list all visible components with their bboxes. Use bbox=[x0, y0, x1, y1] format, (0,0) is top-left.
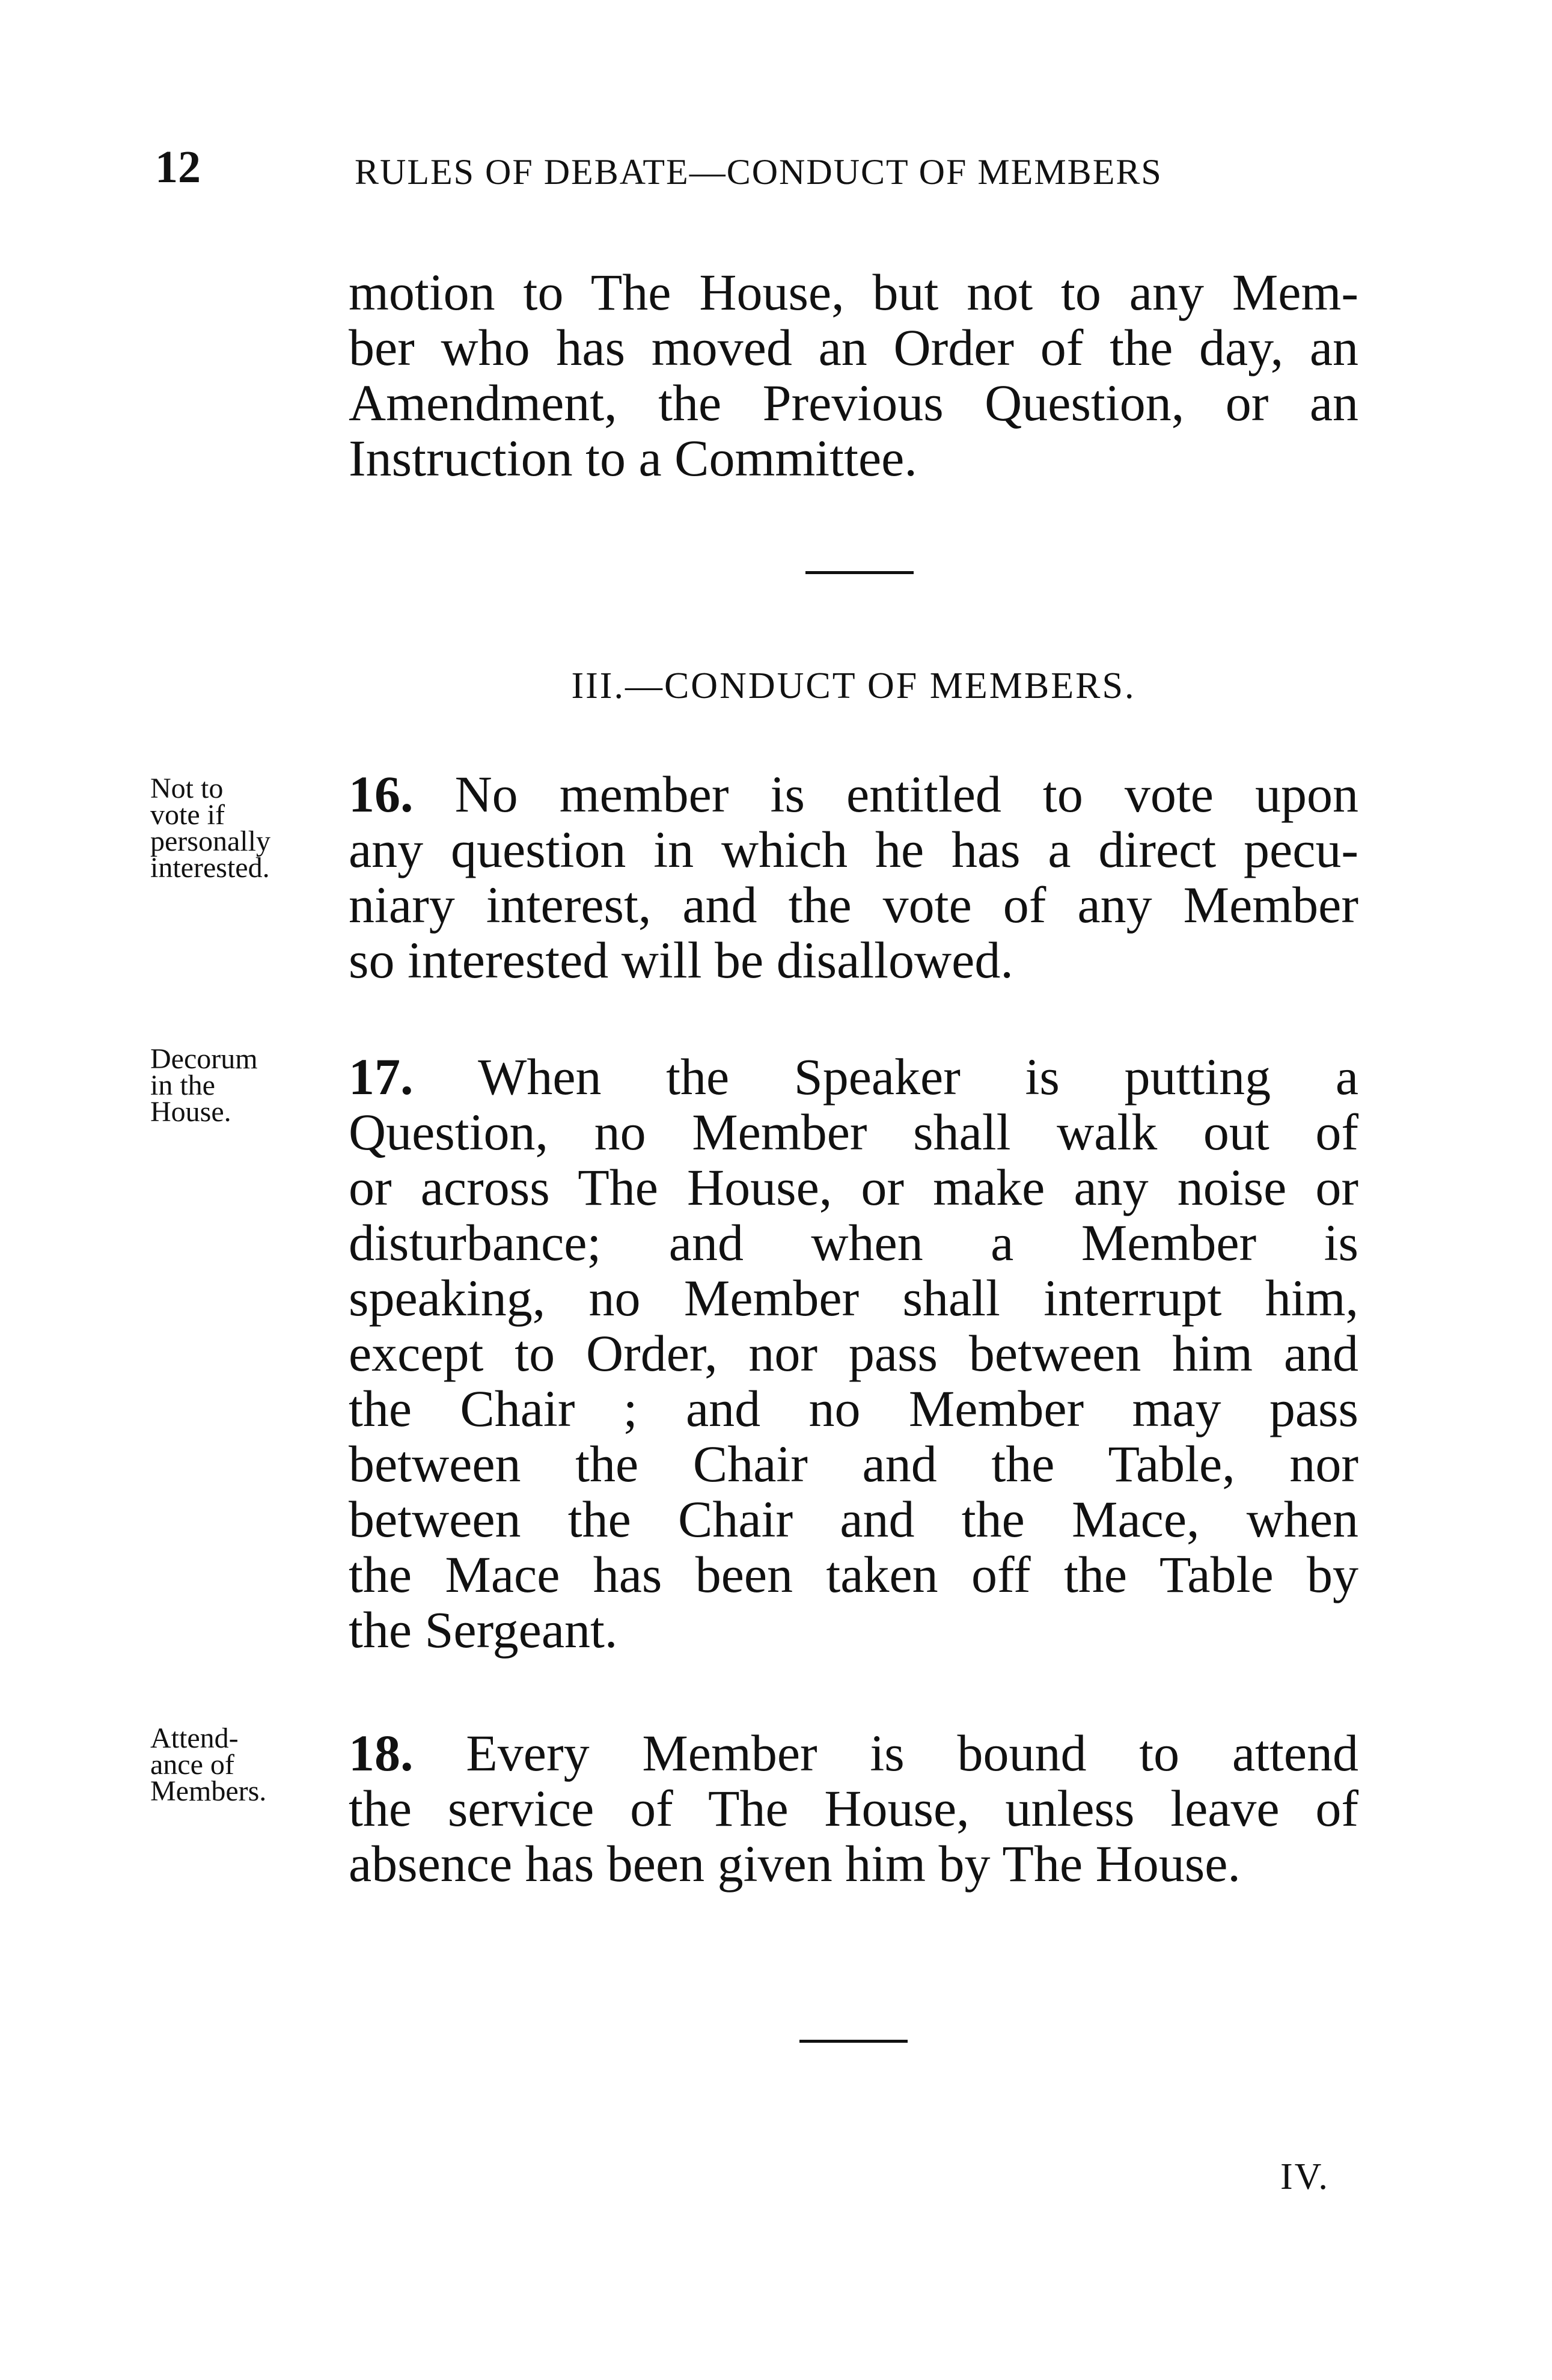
text-line: disturbance; and when a Member is bbox=[349, 1214, 1358, 1271]
running-head: RULES OF DEBATE—CONDUCT OF MEMBERS bbox=[355, 152, 1162, 192]
sidenote-line: ance of bbox=[150, 1749, 234, 1781]
sidenote-line: House. bbox=[150, 1096, 231, 1128]
rule-18-paragraph bbox=[349, 1725, 1358, 1891]
text-line: any question in which he has a direct pecu- bbox=[349, 821, 1358, 878]
next-section-marker: IV. bbox=[1280, 2156, 1330, 2197]
section-divider bbox=[799, 2040, 908, 2043]
page-number: 12 bbox=[155, 142, 201, 192]
rule-first-line bbox=[349, 766, 1358, 822]
text-line: the Sergeant. bbox=[349, 1601, 618, 1659]
section-divider bbox=[805, 571, 914, 574]
rule-number: 16. bbox=[349, 765, 414, 823]
rule-16-paragraph bbox=[349, 766, 1358, 988]
sidenote-rule-17 bbox=[150, 1043, 349, 1128]
text-line: or across The House, or make any noise or bbox=[349, 1158, 1358, 1216]
text-line: absence has been given him by The House. bbox=[349, 1835, 1241, 1892]
text-line: between the Chair and the Table, nor bbox=[349, 1435, 1358, 1493]
sidenote-line: vote if bbox=[150, 799, 225, 831]
text-line: so interested will be disallowed. bbox=[349, 931, 1013, 989]
text-line: motion to The House, but not to any Mem- bbox=[349, 263, 1358, 321]
text-line: ber who has moved an Order of the day, an bbox=[349, 319, 1358, 376]
text-line: except to Order, nor pass between him and bbox=[349, 1324, 1358, 1382]
text-line: Question, no Member shall walk out of bbox=[349, 1103, 1358, 1161]
text-line: speaking, no Member shall interrupt him, bbox=[349, 1269, 1358, 1327]
rule-first-line bbox=[349, 1725, 1358, 1781]
rule-first-line-text: No member is entitled to vote upon bbox=[454, 765, 1359, 823]
sidenote-rule-16 bbox=[150, 772, 349, 884]
section-heading: III.—CONDUCT OF MEMBERS. bbox=[571, 665, 1136, 706]
text-line: the service of The House, unless leave of bbox=[349, 1779, 1358, 1837]
rule-first-line-text: When the Speaker is putting a bbox=[478, 1048, 1358, 1106]
text-line: Amendment, the Previous Question, or an bbox=[349, 374, 1358, 432]
rule-17-paragraph bbox=[349, 1049, 1358, 1657]
sidenote-line: Attend- bbox=[150, 1722, 239, 1754]
sidenote-line: Not to bbox=[150, 772, 224, 804]
sidenote-line: personally bbox=[150, 825, 270, 857]
rule-number: 18. bbox=[349, 1724, 414, 1782]
text-line: niary interest, and the vote of any Member bbox=[349, 876, 1358, 934]
continuation-paragraph bbox=[349, 265, 1358, 486]
text-line: between the Chair and the Mace, when bbox=[349, 1490, 1358, 1548]
sidenote-line: interested. bbox=[150, 852, 270, 884]
sidenote-line: in the bbox=[150, 1069, 215, 1101]
sidenote-line: Members. bbox=[150, 1775, 267, 1807]
rule-number: 17. bbox=[349, 1048, 414, 1106]
rule-first-line-text: Every Member is bound to attend bbox=[466, 1724, 1359, 1782]
text-line: the Chair ; and no Member may pass bbox=[349, 1380, 1358, 1437]
rule-first-line bbox=[349, 1049, 1358, 1104]
sidenote-line: Decorum bbox=[150, 1043, 258, 1075]
text-line: the Mace has been taken off the Table by bbox=[349, 1546, 1358, 1603]
text-line: Instruction to a Committee. bbox=[349, 429, 917, 487]
sidenote-rule-18 bbox=[150, 1722, 349, 1807]
